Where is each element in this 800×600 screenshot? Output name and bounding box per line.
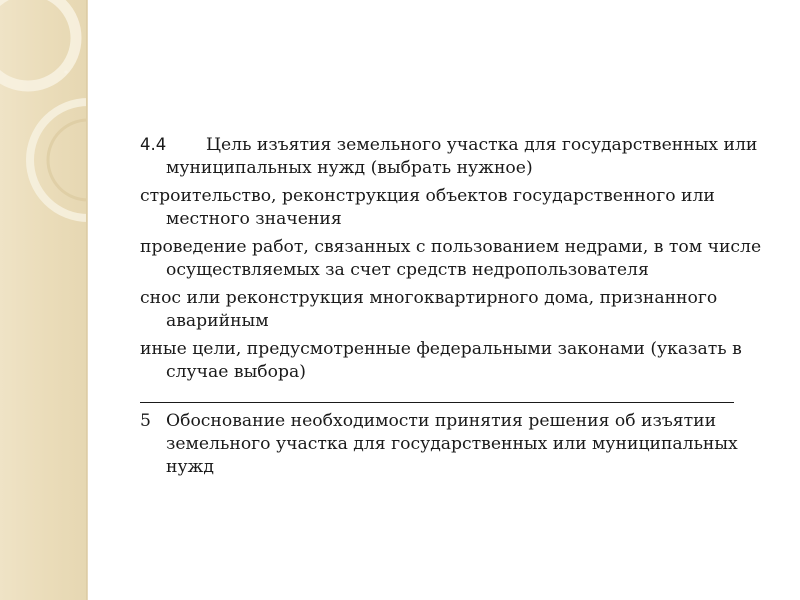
strip-edge — [86, 0, 88, 600]
decorative-circles — [0, 0, 88, 600]
section-5-title: Обоснование необходимости принятия решения об изъятии земельного участка для государственных или муниципальных нужд — [166, 411, 738, 477]
fill-in-line — [140, 389, 734, 403]
option-subsoil-works: проведение работ, связанных с пользованием недрами, в том числе осуществляемых за счет средств недропользователя — [140, 237, 762, 280]
section-5 — [140, 410, 780, 479]
section-4-4-title: Цель изъятия земельного участка для государственных или муниципальных нужд (выбрать нужное) — [166, 135, 758, 178]
option-other-purposes: иные цели, предусмотренные федеральными законами (указать в случае выбора) — [140, 339, 742, 382]
option-demolition: снос или реконструкция многоквартирного дома, признанного аварийным — [140, 288, 718, 331]
option-construction: строительство, реконструкция объектов государственного или местного значения — [140, 186, 715, 229]
decorative-side-strip — [0, 0, 88, 600]
section-4-4 — [140, 133, 780, 180]
section-5-number: 5 — [140, 411, 151, 431]
document-content — [140, 133, 780, 484]
section-4-4-number: 4.4 — [140, 135, 167, 154]
